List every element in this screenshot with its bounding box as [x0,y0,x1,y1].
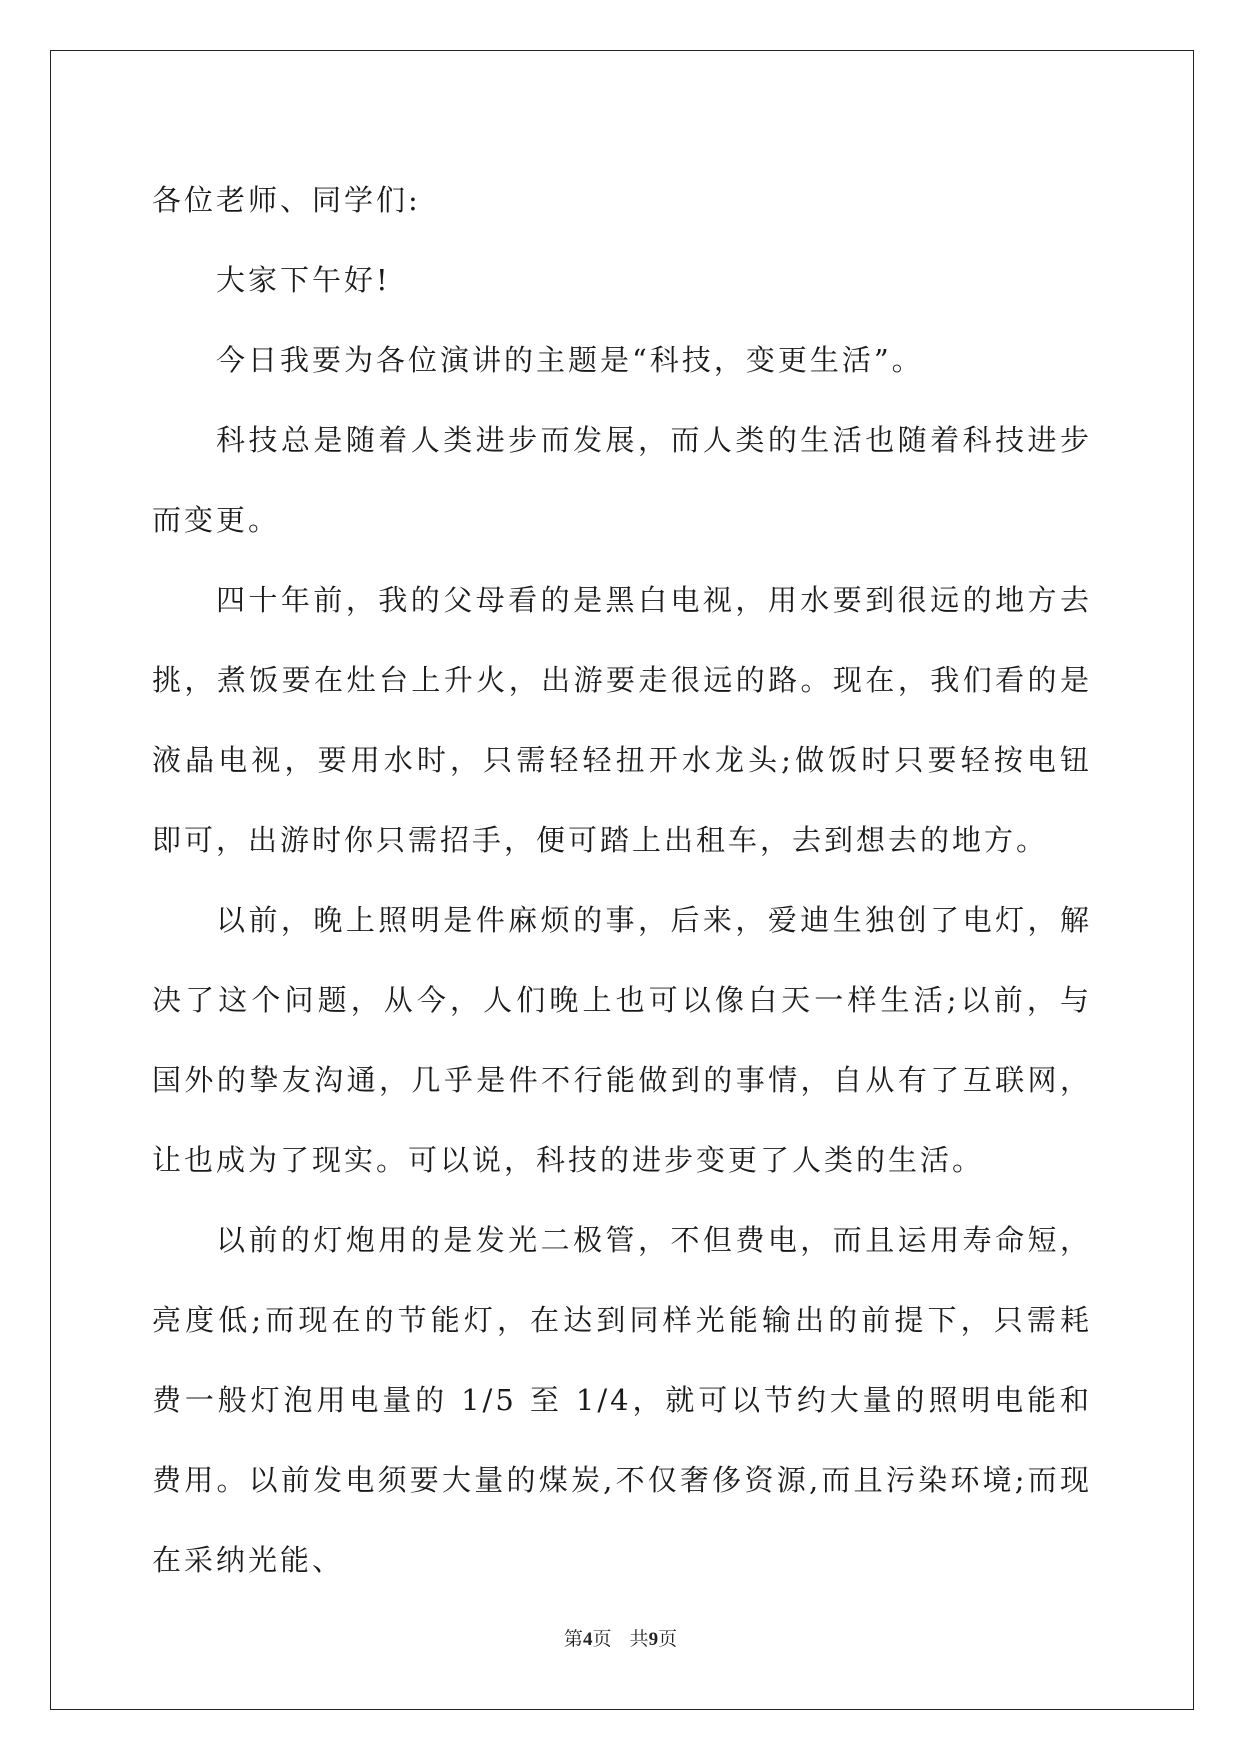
paragraph-intro: 科技总是随着人类进步而发展，而人类的生活也随着科技进步而变更。 [152,423,1092,537]
page-footer [0,1624,1241,1651]
paragraph-energy: 以前的灯炮用的是发光二极管，不但费电，而且运用寿命短，亮度低;而现在的节能灯，在达到同样光能输出的前提下，只需耗费一般灯泡用电量的 1/5 至 1/4，就可以节约大量的照明电能和费用。以前发电须要大量的煤炭,不仅奢侈资源,而且污染环境;而现在采纳光能、 [152,1223,1092,1577]
paragraph-lighting: 以前，晚上照明是件麻烦的事，后来，爱迪生独创了电灯，解决了这个问题，从今，人们晚上也可以像白天一样生活;以前，与国外的挚友沟通，几乎是件不行能做到的事情，自从有了互联网，让也成为了现实。可以说，科技的进步变更了人类的生活。 [152,903,1092,1177]
paragraph-forty-years: 四十年前，我的父母看的是黑白电视，用水要到很远的地方去挑，煮饭要在灶台上升火，出游要走很远的路。现在，我们看的是液晶电视，要用水时，只需轻轻扭开水龙头;做饭时只要轻按电钮即可，出游时你只需招手，便可踏上出租车，去到想去的地方。 [152,583,1092,857]
salutation: 各位老师、同学们: [152,183,421,217]
paragraph-topic: 今日我要为各位演讲的主题是“科技，变更生活”。 [216,343,924,377]
document-body [152,160,1092,1600]
footer-suffix: 页 [658,1628,678,1650]
total-page-number: 9 [648,1629,659,1650]
current-page-number: 4 [582,1629,593,1650]
paragraph-greeting: 大家下午好! [216,263,391,297]
footer-prefix: 第 [563,1628,583,1650]
footer-mid: 页 共 [592,1628,649,1650]
